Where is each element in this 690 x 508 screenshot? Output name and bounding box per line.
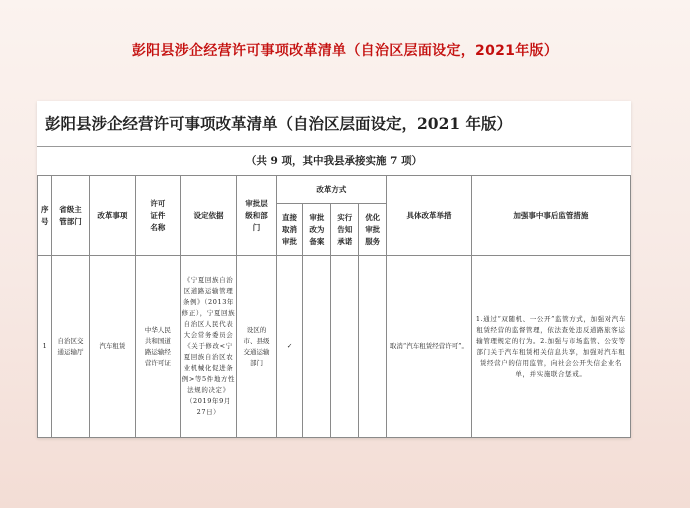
reform-list-table — [37, 175, 631, 438]
cell-to-filing-check — [303, 256, 331, 438]
table-row — [38, 256, 631, 438]
cell-supervision: 1.通过“双随机、一公开”监管方式，加强对汽车租赁经营的监督管理，依法查处违反道路旅客运输管理规定的行为。2.加强与市场监管、公安等部门关于汽车租赁相关信息共享，加强对汽车租赁经营户的信用监管，向社会公开失信企业名单，并实施联合惩戒。 — [471, 256, 630, 438]
cell-optimize-check — [359, 256, 387, 438]
header-reform-mode: 改革方式 — [276, 176, 387, 204]
cell-basis: 《宁夏回族自治区道路运输管理条例》（2013年修正），宁夏回族自治区人民代表大会常务委员会《关于修改<宁夏回族自治区农业机械化促进条例>等5件地方性法规的决定》（2019年9月27日） — [180, 256, 237, 438]
cell-dept: 自治区交通运输厅 — [52, 256, 89, 438]
document-title: 彭阳县涉企经营许可事项改革清单（自治区层面设定，2021 年版） — [37, 101, 631, 147]
cell-approval-level: 设区的市、县级交通运输部门 — [237, 256, 276, 438]
header-mode-to-filing: 审批改为备案 — [303, 204, 331, 256]
header-mode-optimize: 优化审批服务 — [359, 204, 387, 256]
cell-notify-commit-check — [331, 256, 359, 438]
header-supervision: 加强事中事后监管措施 — [471, 176, 630, 256]
header-approval-level: 审批层级和部门 — [237, 176, 276, 256]
document-image — [37, 101, 631, 438]
table-header-row — [38, 176, 631, 204]
header-seq: 序号 — [38, 176, 52, 256]
cell-measures: 取消“汽车租赁经营许可”。 — [387, 256, 472, 438]
page-title: 彭阳县涉企经营许可事项改革清单（自治区层面设定，2021年版） — [131, 43, 559, 59]
header-license-name: 许可证件名称 — [136, 176, 180, 256]
header-mode-direct-cancel: 直接取消审批 — [276, 204, 303, 256]
document-subtitle: （共 9 项，其中我县承接实施 7 项） — [245, 155, 423, 167]
header-measures: 具体改革举措 — [387, 176, 472, 256]
cell-seq: 1 — [38, 256, 52, 438]
header-mode-notify-commit: 实行告知承诺 — [331, 204, 359, 256]
cell-item: 汽车租赁 — [89, 256, 135, 438]
header-item: 改革事项 — [89, 176, 135, 256]
header-dept: 省级主管部门 — [52, 176, 89, 256]
cell-license-name: 中华人民共和国道路运输经营许可证 — [136, 256, 180, 438]
cell-direct-cancel-check: ✓ — [276, 256, 303, 438]
header-basis: 设定依据 — [180, 176, 237, 256]
